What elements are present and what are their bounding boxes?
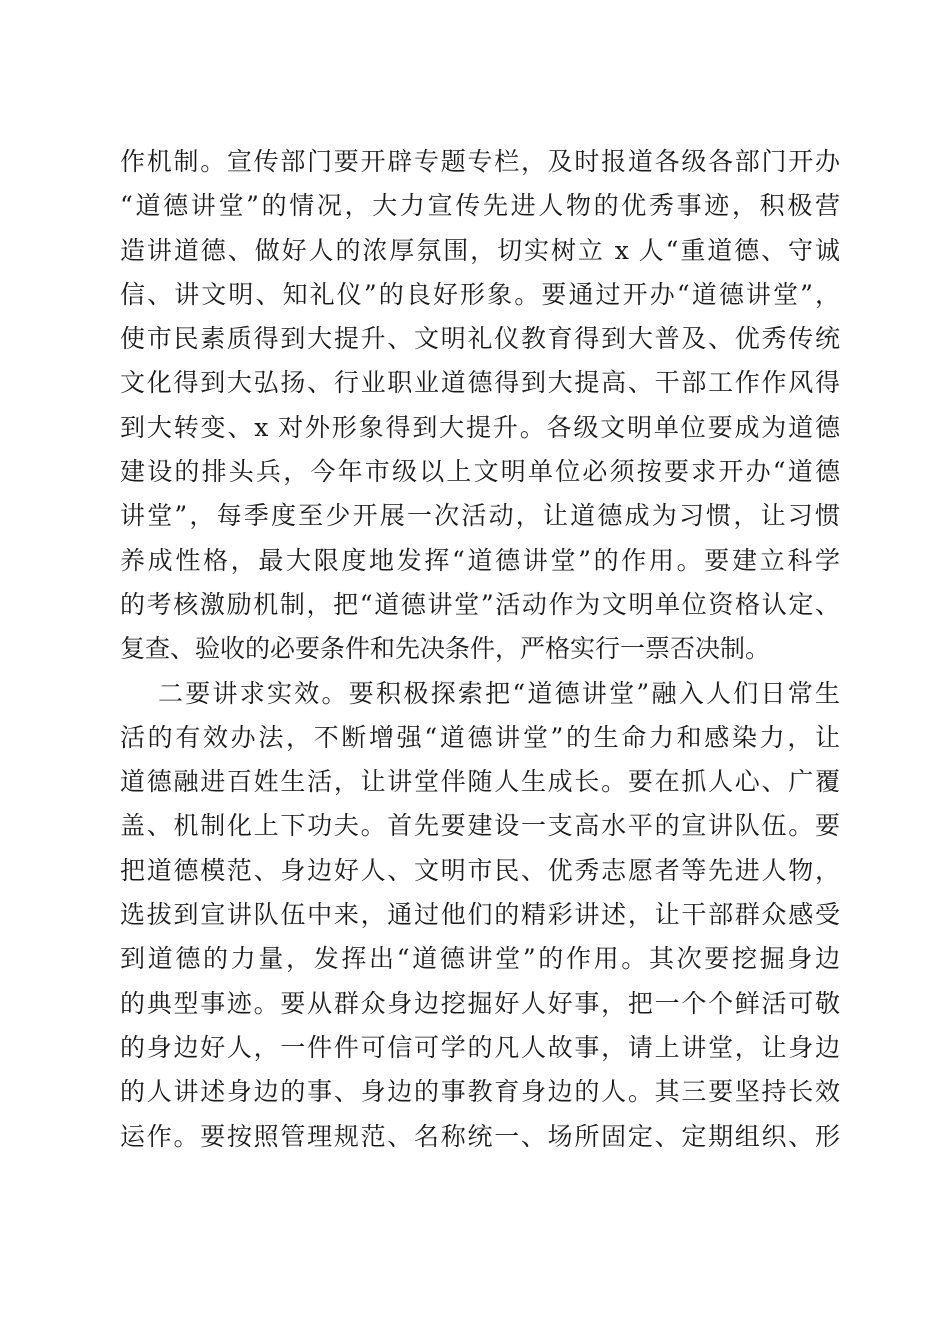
text-line: 讲堂”，每季度至少开展一次活动，让道德成为习惯，让习惯 [120,501,840,531]
text-line: 的考核激励机制，把“道德讲堂”活动作为文明单位资格认定、 [120,589,840,619]
text-line: 复查、验收的必要条件和先决条件，严格实行一票否决制。 [120,634,771,664]
text-line: 道德融进百姓生活，让讲堂伴随人生成长。要在抓人心、广覆 [120,767,840,797]
paragraph-start-line: 二要讲求实效。要积极探索把“道德讲堂”融入人们日常生 [158,678,840,708]
text-line: 的身边好人，一件件可信可学的凡人故事，请上讲堂，让身边 [120,1032,840,1062]
text-line: 盖、机制化上下功夫。首先要建设一支高水平的宣讲队伍。要 [120,811,840,841]
text-line: 养成性格，最大限度地发挥“道德讲堂”的作用。要建立科学 [120,545,840,575]
text-line: 把道德模范、身边好人、文明市民、优秀志愿者等先进人物， [120,855,840,885]
text-line: 到道德的力量，发挥出“道德讲堂”的作用。其次要挖掘身边 [120,944,840,974]
text-line: 文化得到大弘扬、行业职业道德得到大提高、干部工作作风得 [120,368,840,398]
text-line: 的典型事迹。要从群众身边挖掘好人好事，把一个个鲜活可敬 [120,988,840,1018]
text-line: 建设的排头兵，今年市级以上文明单位必须按要求开办“道德 [120,457,840,487]
text-line: 到大转变、x 对外形象得到大提升。各级文明单位要成为道德 [120,412,840,442]
text-line: 活的有效办法，不断增强“道德讲堂”的生命力和感染力，让 [120,722,840,752]
text-line: 信、讲文明、知礼仪”的良好形象。要通过开办“道德讲堂”， [120,279,840,309]
body-text [120,140,840,1159]
text-line: 使市民素质得到大提升、文明礼仪教育得到大普及、优秀传统 [120,324,840,354]
text-line: 运作。要按照管理规范、名称统一、场所固定、定期组织、形 [120,1121,840,1151]
text-line: 的人讲述身边的事、身边的事教育身边的人。其三要坚持长效 [120,1077,840,1107]
text-line: 造讲道德、做好人的浓厚氛围，切实树立 x 人“重道德、守诚 [120,235,840,265]
text-line: 选拔到宣讲队伍中来，通过他们的精彩讲述，让干部群众感受 [120,900,840,930]
text-line: “道德讲堂”的情况，大力宣传先进人物的优秀事迹，积极营 [120,191,840,221]
text-line: 作机制。宣传部门要开辟专题专栏，及时报道各级各部门开办 [120,147,840,176]
